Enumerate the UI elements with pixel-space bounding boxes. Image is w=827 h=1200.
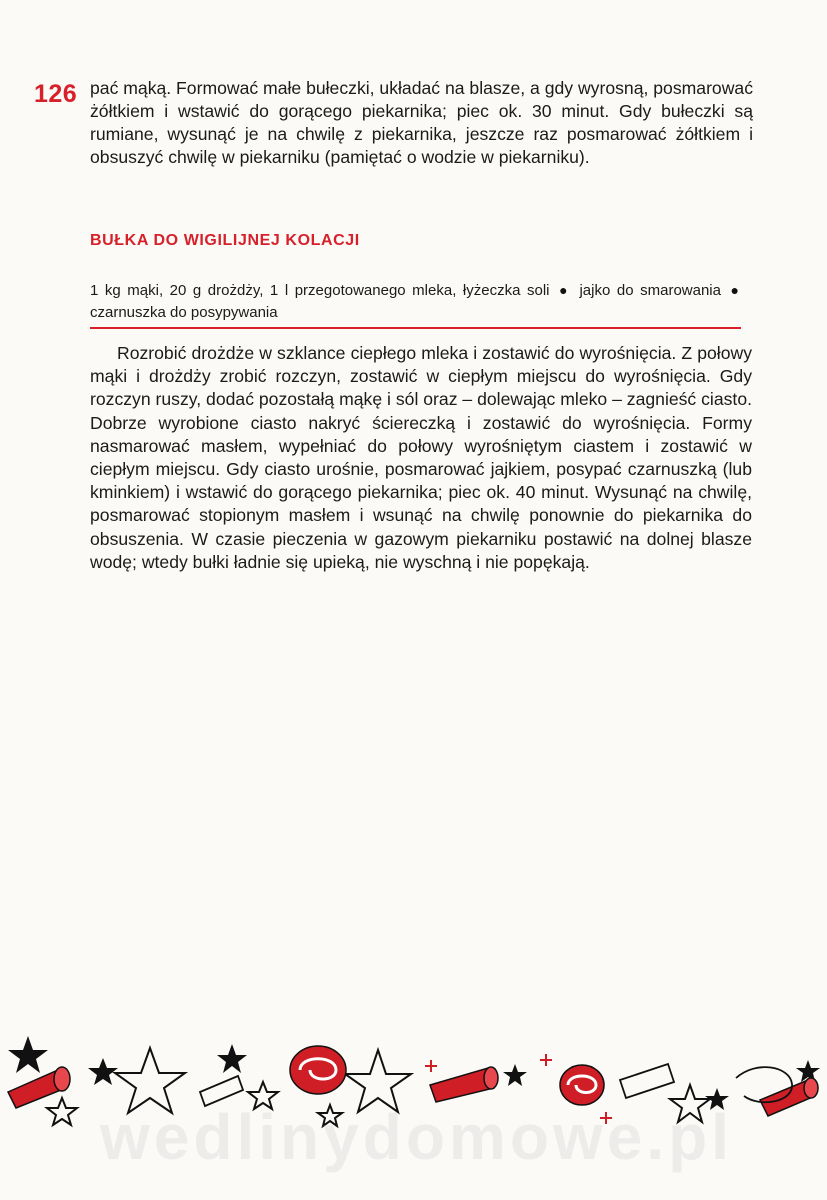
page-number: 126 [34,80,78,108]
ingredient-group: czarnuszka do posypywania [90,304,278,321]
ingredient-group: 1 kg mąki, 20 g drożdży, 1 l przegotowanego mleka, łyżeczka soli [90,282,550,299]
star-icon [217,1044,247,1073]
watermark: wedlinydomowe.pl [100,1101,733,1173]
bullet-icon: ● [730,282,740,298]
ribbon-roll-icon [560,1065,604,1105]
party-horn-icon [430,1067,498,1102]
intro-paragraph: pać mąką. Formować małe bułeczki, układać na blasze, a gdy wyrosną, posmarować żółtkiem i wstawić do gorącego piekarnika; piec ok. 30 minut. Gdy bułeczki są rumiane, wysunąć je na chwilę z piekarnika, jeszcze raz posmarować żółtkiem i obsuszyć chwilę w piekarniku (pamiętać o wodzie w piekarniku). [90,78,753,167]
method-paragraph: Rozrobić drożdże w szklance ciepłego mleka i zostawić do wyrośnięcia. Z połowy mąki i drożdży zrobić rozczyn, zostawić w ciepłym miejscu do wyrośnięcia. Gdy rozczyn ruszy, dodać pozostałą mąkę i sól oraz – dolewając mleko – zagnieść ciasto. Dobrze wyrobione ciasto nakryć ściereczką i zostawić do wyrośnięcia. Formy nasmarować masłem, wypełniać do połowy wyrośniętym ciastem i zostawić w ciepłym miejscu. Gdy ciasto urośnie, posmarować jajkiem, posypać czarnuszką (lub kminkiem) i wstawić do gorącego piekarnika; piec ok. 40 minut. Wysunąć na chwilę, posmarować stopionym masłem i wsunąć na chwilę ponownie do piekarnika do obsuszenia. W czasie pieczenia w gazowym piekarniku postawić na dolnej blasze wodę; wtedy bułki ładnie się upieką, nie wyschną i nie popękają. [90,343,752,572]
star-icon [8,1036,48,1073]
divider-line [90,327,741,329]
ingredient-group: jajko do smarowania [579,282,721,299]
star-icon [88,1058,118,1085]
party-horn-icon [760,1078,818,1116]
ingredients-list [90,279,742,324]
recipe-title: BUŁKA DO WIGILIJNEJ KOLACJI [90,232,360,249]
star-icon [503,1064,527,1086]
bullet-icon: ● [559,282,570,298]
ribbon-roll-icon [290,1046,346,1094]
